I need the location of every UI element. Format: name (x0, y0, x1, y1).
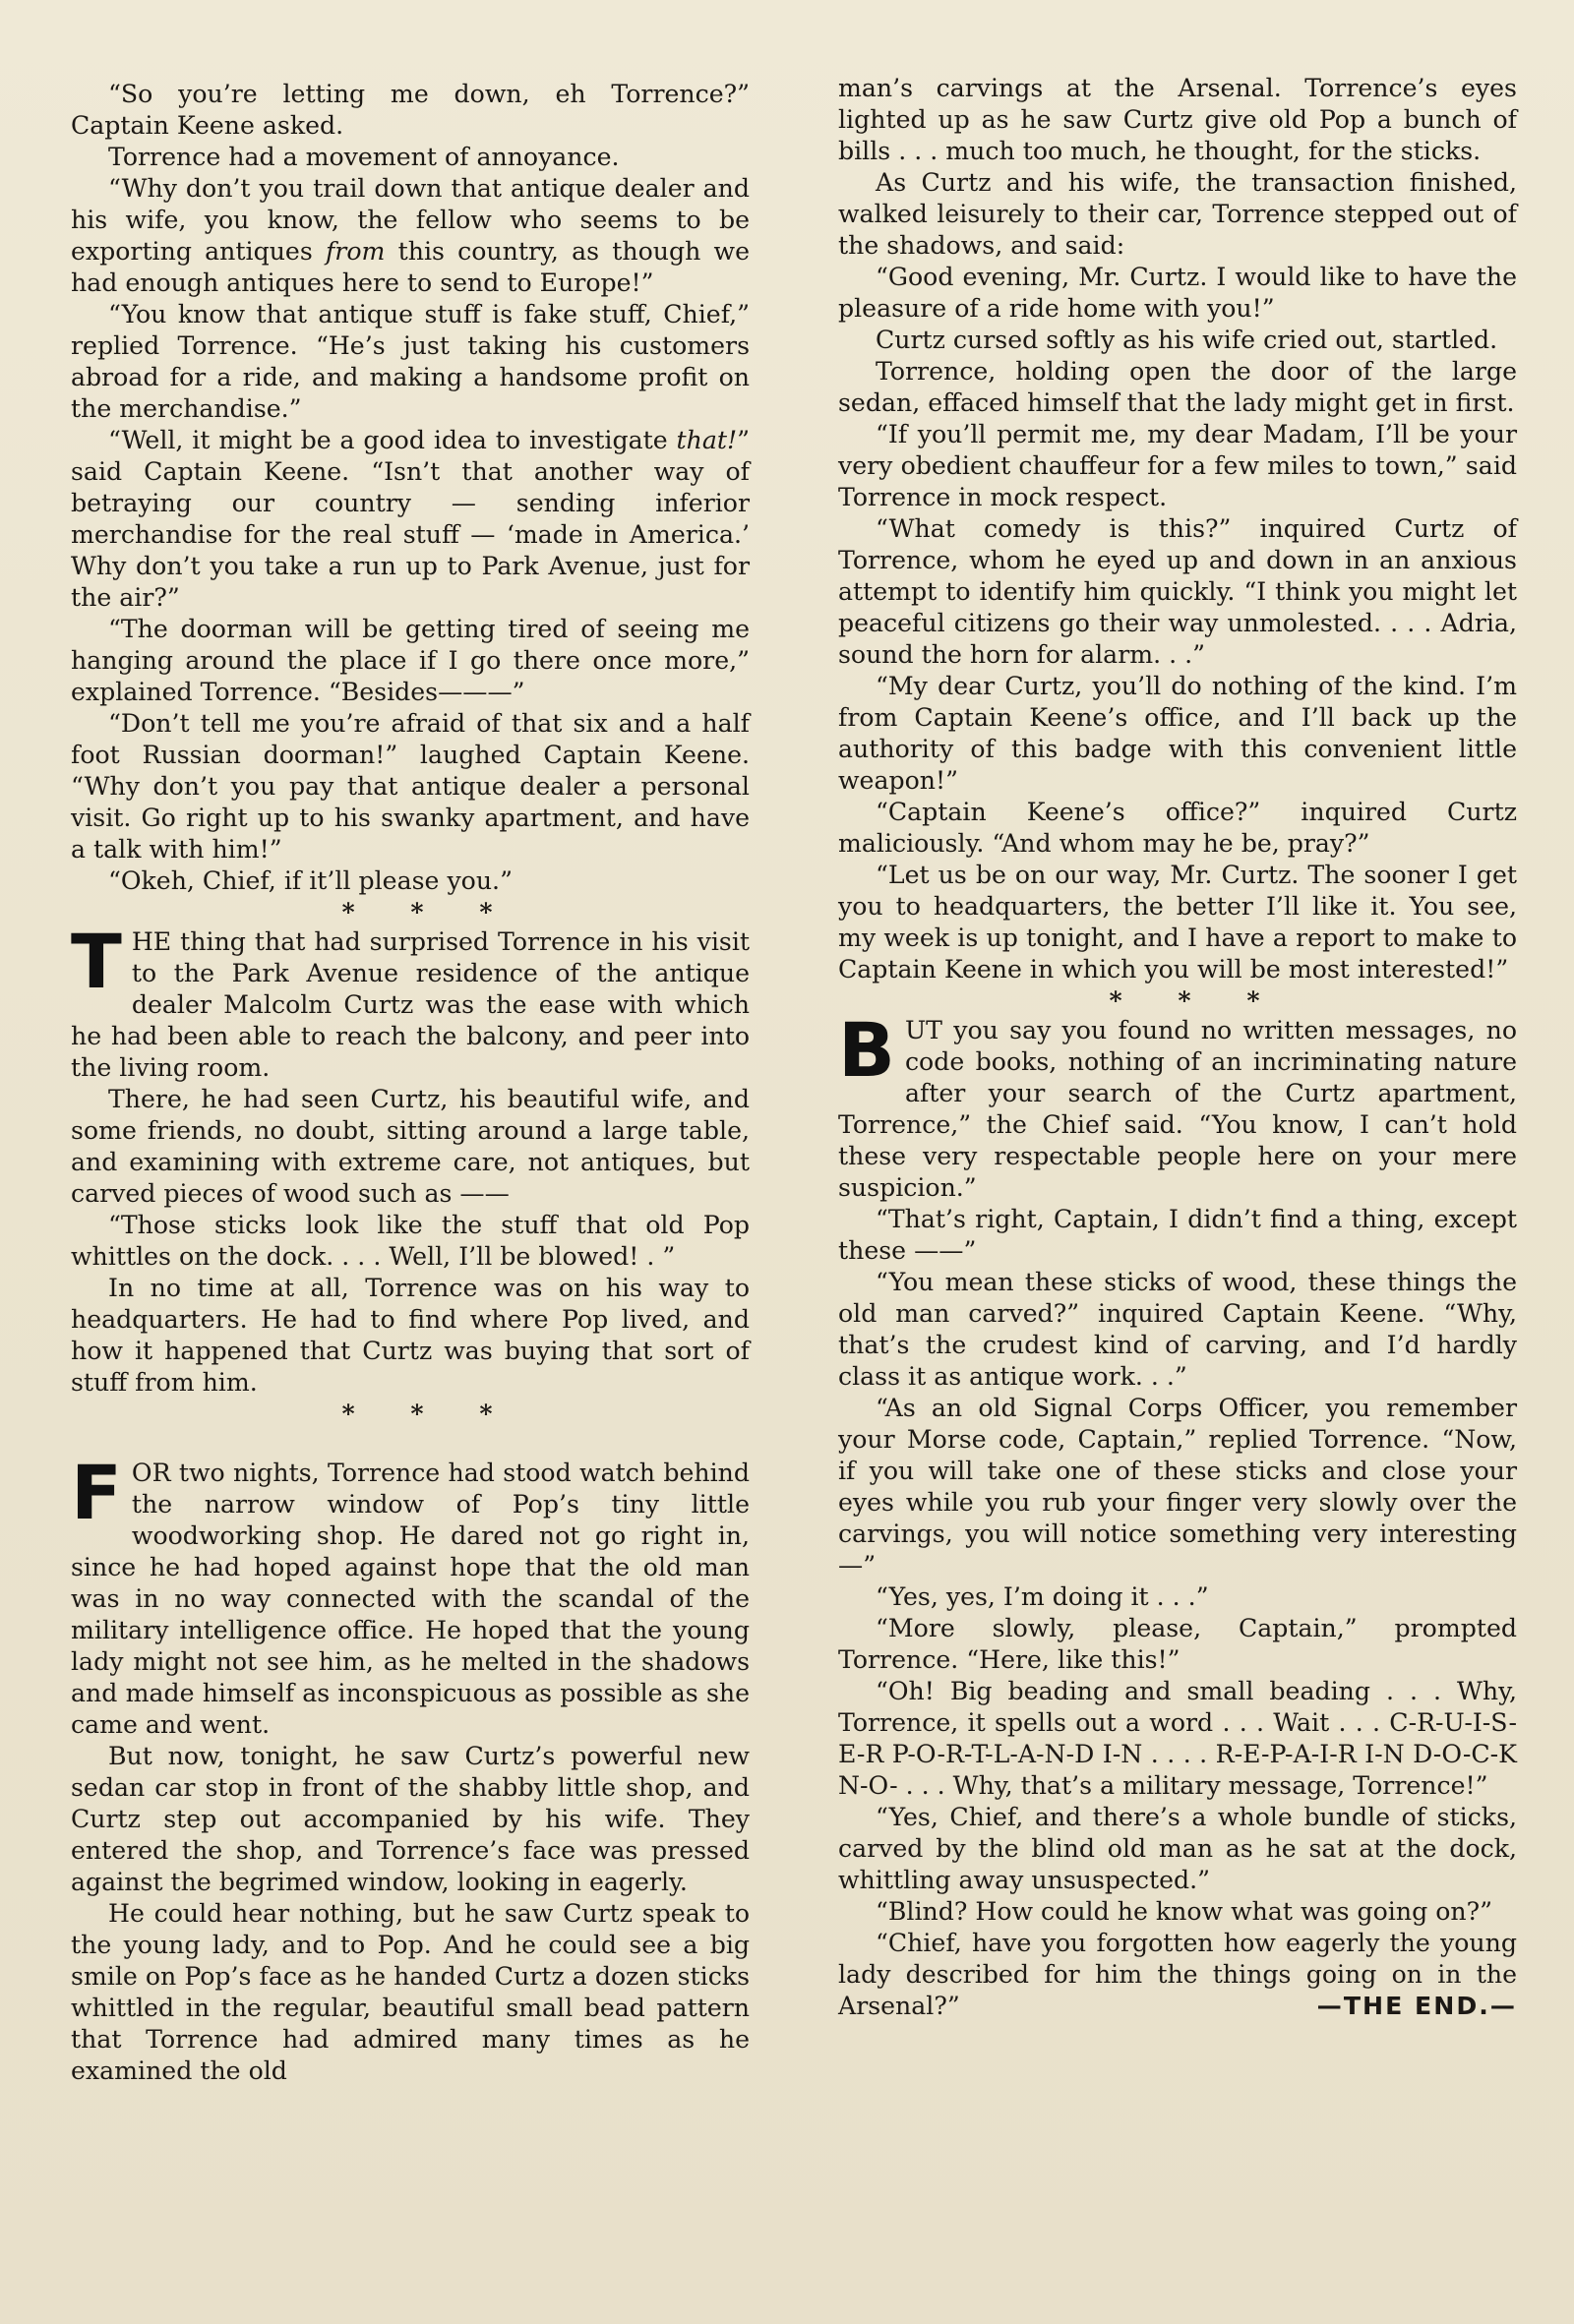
paragraph: “Well, it might be a good idea to investigate that!” said Captain Keene. “Isn’t that another way of betraying our country — sending inferior merchandise for the real stuff — ‘made in America.’ Why don’t you take a run up to Park Avenue, just for the air?” (71, 426, 750, 612)
section-separator: * * * (341, 897, 516, 926)
drop-cap: F (71, 1449, 122, 1536)
paragraph: “Yes, yes, I’m doing it . . .” (876, 1582, 1209, 1611)
paragraph: “Good evening, Mr. Curtz. I would like to have the pleasure of a ride home with you!” (838, 263, 1517, 323)
paragraph: As Curtz and his wife, the transaction finished, walked leisurely to their car, Torrence stepped out of the shadows, and said: (838, 168, 1517, 260)
paragraph: Torrence had a movement of annoyance. (108, 143, 620, 171)
paragraph: “As an old Signal Corps Officer, you remember your Morse code, Captain,” replied Torrence. “Now, if you will take one of these sticks and close your eyes while you rub your finger very slowly over the carvings, you will notice something very interesting—” (838, 1394, 1517, 1579)
paragraph: “The doorman will be getting tired of seeing me hanging around the place if I go there once more,” explained Torrence. “Besides———” (71, 615, 750, 706)
paragraph: “Let us be on our way, Mr. Curtz. The sooner I get you to headquarters, the better I’ll like it. You see, my week is up tonight, and I have a report to make to Captain Keene in which you will be most interested!” (838, 861, 1517, 983)
paragraph-dropcap: BUT you say you found no written messages, no code books, nothing of an incriminating nature after your search of the Curtz apartment, Torrence,” the Chief said. “You know, I can’t hold these very respectable people here on your mere suspicion.” (838, 1006, 1517, 1202)
paragraph: “So you’re letting me down, eh Torrence?” Captain Keene asked. (71, 80, 750, 140)
paragraph-dropcap: THE thing that had surprised Torrence in his visit to the Park Avenue residence of the antique dealer Malcolm Curtz was the ease with which he had been able to reach the balcony, and peer into the living room. (71, 918, 750, 1082)
paragraph: “More slowly, please, Captain,” prompted Torrence. “Here, like this!” (838, 1614, 1517, 1674)
left-column (71, 79, 750, 2087)
paragraph: “Why don’t you trail down that antique dealer and his wife, you know, the fellow who seems to be exporting antiques from this country, as though we had enough antiques here to send to Europe!” (71, 174, 750, 297)
paragraph: “Don’t tell me you’re afraid of that six and a half foot Russian doorman!” laughed Captain Keene. “Why don’t you pay that antique dealer a personal visit. Go right up to his swanky apartment, and have a talk with him!” (71, 709, 750, 864)
section-separator: * * * (1109, 985, 1284, 1015)
paragraph: “Blind? How could he know what was going on?” (876, 1897, 1492, 1926)
paragraph: “That’s right, Captain, I didn’t find a thing, except these ——” (838, 1205, 1517, 1265)
drop-cap: T (71, 918, 122, 1005)
paragraph: “Oh! Big beading and small beading . . . Why, Torrence, it spells out a word . . . Wait . . . C-R-U-I-S-E-R P-O-R-T-L-A-N-D I-N . . . . R-E-P-A-I-R I-N D-O-C-K N-O- . . . Why, that’s a military message, Torrence!” (838, 1677, 1517, 1800)
paragraph: “You mean these sticks of wood, these things the old man carved?” inquired Captain Keene. “Why, that’s the crudest kind of carving, and I’d hardly class it as antique work. . .” (838, 1268, 1517, 1391)
the-end-marker: —THE END.— (1316, 1992, 1517, 2020)
paragraph: Curtz cursed softly as his wife cried out, startled. (876, 326, 1498, 354)
paragraph: He could hear nothing, but he saw Curtz speak to the young lady, and to Pop. And he could see a big smile on Pop’s face as he handed Curtz a dozen sticks whittled in the regular, beautiful small bead pattern that Torrence had admired many times as he examined the old (71, 1899, 750, 2085)
paragraph: “Okeh, Chief, if it’ll please you.” (108, 866, 513, 895)
paragraph: “You know that antique stuff is fake stuff, Chief,” replied Torrence. “He’s just taking his customers abroad for a ride, and making a handsome profit on the merchandise.” (71, 300, 750, 423)
paragraph: “My dear Curtz, you’ll do nothing of the kind. I’m from Captain Keene’s office, and I’ll back up the authority of this badge with this convenient little weapon!” (838, 672, 1517, 795)
section-separator: * * * (341, 1399, 516, 1428)
paragraph: There, he had seen Curtz, his beautiful wife, and some friends, no doubt, sitting around a large table, and examining with extreme care, not antiques, but carved pieces of wood such as —— (71, 1085, 750, 1208)
right-column (838, 73, 1517, 2022)
paragraph: “If you’ll permit me, my dear Madam, I’ll be your very obedient chauffeur for a few miles to town,” said Torrence in mock respect. (838, 420, 1517, 511)
paragraph: man’s carvings at the Arsenal. Torrence’s eyes lighted up as he saw Curtz give old Pop a bunch of bills . . . much too much, he thought, for the sticks. (838, 74, 1517, 165)
drop-cap: B (838, 1006, 895, 1094)
paragraph: Torrence, holding open the door of the large sedan, effaced himself that the lady might get in first. (838, 357, 1517, 417)
paragraph: “Those sticks look like the stuff that old Pop whittles on the dock. . . . Well, I’ll be blowed! . ” (71, 1211, 750, 1271)
paragraph: In no time at all, Torrence was on his way to headquarters. He had to find where Pop lived, and how it happened that Curtz was buying that sort of stuff from him. (71, 1274, 750, 1397)
paragraph: “Captain Keene’s office?” inquired Curtz maliciously. “And whom may he be, pray?” (838, 798, 1517, 858)
paragraph: But now, tonight, he saw Curtz’s powerful new sedan car stop in front of the shabby little shop, and Curtz step out accompanied by his wife. They entered the shop, and Torrence’s face was pressed against the begrimed window, looking in eagerly. (71, 1742, 750, 1896)
paragraph: “Yes, Chief, and there’s a whole bundle of sticks, carved by the blind old man as he sat at the dock, whittling away unsuspected.” (838, 1803, 1517, 1894)
paragraph-dropcap: FOR two nights, Torrence had stood watch behind the narrow window of Pop’s tiny little woodworking shop. He dared not go right in, since he had hoped against hope that the old man was in no way connected with the scandal of the military intelligence office. He hoped that the young lady might not see him, as he melted in the shadows and made himself as inconspicuous as possible as she came and went. (71, 1449, 750, 1739)
paragraph: “What comedy is this?” inquired Curtz of Torrence, whom he eyed up and down in an anxious attempt to identify him quickly. “I think you might let peaceful citizens go their way unmolested. . . . Adria, sound the horn for alarm. . .” (838, 514, 1517, 669)
paragraph: “Chief, have you forgotten how eagerly the young lady described for him the things going on in the Arsenal?” —THE END.— (838, 1929, 1517, 2020)
